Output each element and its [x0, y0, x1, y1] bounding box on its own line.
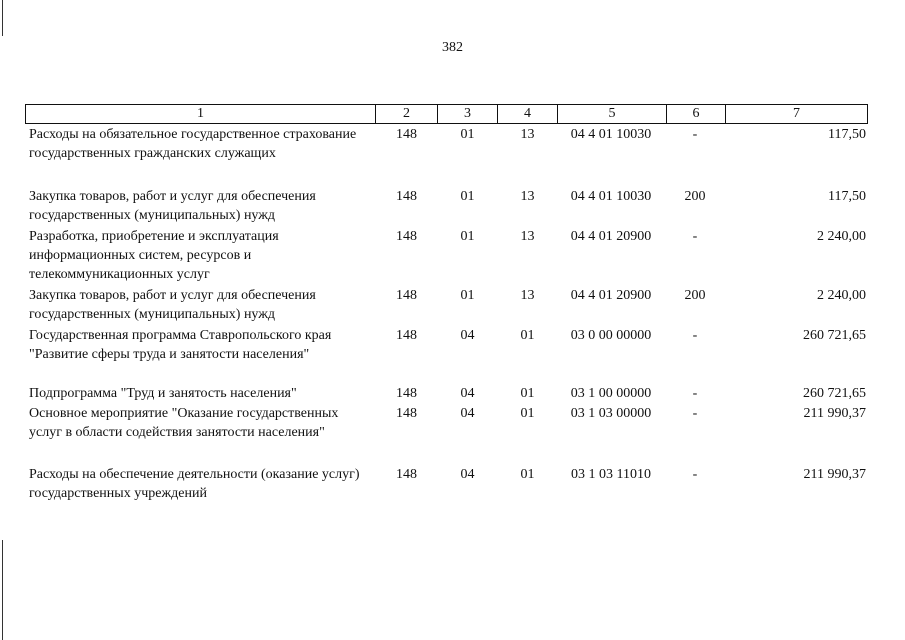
- row-amount: 260 721,65: [803, 386, 866, 401]
- row-name: Основное мероприятие "Оказание государственных услуг в области содействия занятости населения": [29, 406, 339, 440]
- row-code-6: -: [692, 406, 698, 421]
- row-code-2: 148: [396, 328, 417, 343]
- row-code-5: 03 1 03 00000: [570, 406, 652, 421]
- row-code-2: 148: [396, 288, 417, 303]
- row-amount: 211 990,37: [803, 467, 866, 482]
- row-code-5: 04 4 01 20900: [570, 288, 652, 303]
- row-name: Закупка товаров, работ и услуг для обеспечения государственных (муниципальных) нужд: [29, 189, 316, 223]
- row-code-5: 03 1 03 11010: [571, 467, 651, 482]
- column-header-5: 5: [558, 105, 667, 124]
- row-amount: 2 240,00: [817, 229, 866, 244]
- row-code-6: 200: [684, 189, 706, 204]
- column-header-row: [26, 105, 868, 124]
- column-header-4: 4: [498, 105, 558, 124]
- scan-edge-mark-top: [2, 0, 3, 36]
- row-name: Расходы на обеспечение деятельности (оказание услуг) государственных учреждений: [29, 467, 360, 501]
- row-code-2: 148: [396, 229, 417, 244]
- row-code-3: 04: [460, 406, 475, 421]
- row-code-5: 04 4 01 10030: [570, 189, 652, 204]
- row-code-5: 04 4 01 20900: [570, 229, 652, 244]
- scan-edge-mark-bottom: [2, 540, 3, 640]
- row-code-6: -: [692, 467, 698, 482]
- row-amount: 2 240,00: [817, 288, 866, 303]
- row-code-2: 148: [396, 386, 417, 401]
- row-code-3: 04: [460, 328, 475, 343]
- row-name: Разработка, приобретение и эксплуатация информационных систем, ресурсов и телекоммуникационных услуг: [29, 229, 279, 282]
- row-code-3: 04: [460, 467, 475, 482]
- row-code-4: 13: [520, 127, 535, 142]
- row-code-5: 03 0 00 00000: [570, 328, 652, 343]
- row-code-3: 01: [460, 189, 475, 204]
- row-code-2: 148: [396, 467, 417, 482]
- row-code-6: -: [692, 328, 698, 343]
- page-number: 382: [442, 40, 463, 55]
- row-code-4: 01: [520, 328, 535, 343]
- row-code-3: 01: [460, 229, 475, 244]
- row-code-4: 13: [520, 288, 535, 303]
- row-name: Государственная программа Ставропольского края "Развитие сферы труда и занятости населения": [29, 328, 332, 362]
- column-header-6: 6: [667, 105, 726, 124]
- row-code-2: 148: [396, 406, 417, 421]
- row-code-2: 148: [396, 189, 417, 204]
- column-header-1: 1: [26, 105, 376, 124]
- row-code-5: 04 4 01 10030: [570, 127, 652, 142]
- row-code-4: 13: [520, 229, 535, 244]
- row-code-4: 01: [520, 467, 535, 482]
- row-code-6: 200: [684, 288, 706, 303]
- column-header-3: 3: [438, 105, 498, 124]
- row-amount: 117,50: [828, 189, 866, 204]
- column-header-2: 2: [376, 105, 438, 124]
- row-name: Расходы на обязательное государственное страхование государственных гражданских служащих: [29, 127, 357, 161]
- row-code-6: -: [692, 229, 698, 244]
- row-code-4: 01: [520, 406, 535, 421]
- row-code-6: -: [692, 127, 698, 142]
- row-amount: 117,50: [828, 127, 866, 142]
- row-code-3: 01: [460, 127, 475, 142]
- row-code-3: 04: [460, 386, 475, 401]
- row-code-4: 13: [520, 189, 535, 204]
- row-code-2: 148: [396, 127, 417, 142]
- column-header-7: 7: [726, 105, 868, 124]
- row-code-5: 03 1 00 00000: [570, 386, 652, 401]
- row-amount: 211 990,37: [803, 406, 866, 421]
- row-code-4: 01: [520, 386, 535, 401]
- row-code-3: 01: [460, 288, 475, 303]
- row-amount: 260 721,65: [803, 328, 866, 343]
- column-header-table: [25, 104, 868, 124]
- row-name: Подпрограмма "Труд и занятость населения": [29, 386, 297, 401]
- row-code-6: -: [692, 386, 698, 401]
- row-name: Закупка товаров, работ и услуг для обеспечения государственных (муниципальных) нужд: [29, 288, 316, 322]
